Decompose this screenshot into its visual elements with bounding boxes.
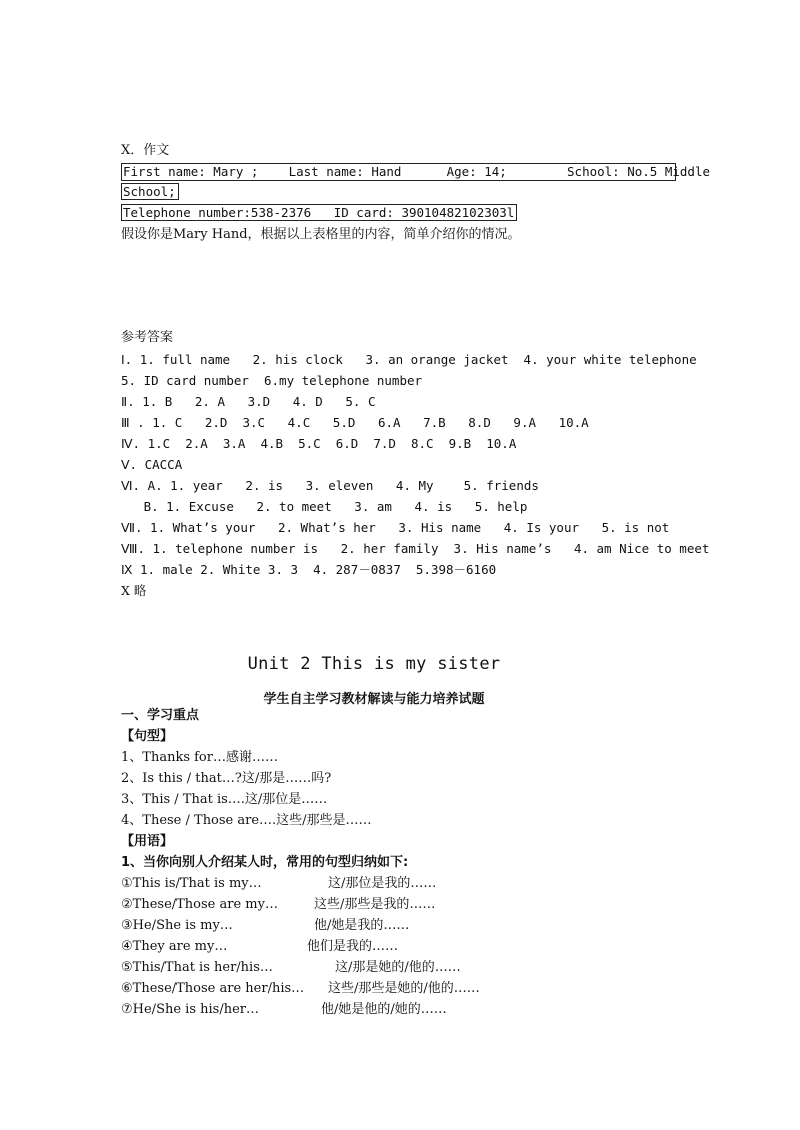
answer-line: Ⅷ. 1. telephone number is 2. her family 3. His name’s 4. am Nice to meet (121, 541, 710, 556)
essay-table-cell: Telephone number:538-2376 ID card: 39010482102303l (121, 204, 517, 221)
essay-table-row-1 (121, 163, 710, 181)
usage-item (121, 981, 480, 997)
answer-line: Ⅳ. 1.C 2.A 3.A 4.B 5.C 6.D 7.D 8.C 9.B 10.A (121, 436, 517, 451)
section-heading: 一、学习重点 (121, 708, 200, 723)
usage-item (121, 1002, 447, 1018)
usage-en: ②These/Those are my… (121, 897, 278, 912)
answer-line: Ⅲ . 1. C 2.D 3.C 4.C 5.D 6.A 7.B 8.D 9.A 10.A (121, 415, 589, 430)
essay-table-row-3 (121, 205, 517, 221)
essay-heading: Ⅹ．作文 (121, 143, 170, 158)
sentence-pattern-heading: 【句型】 (121, 729, 174, 744)
usage-en: ③He/She is my… (121, 918, 233, 933)
essay-prompt: 假设你是Mary Hand，根据以上表格里的内容，简单介绍你的情况。 (121, 227, 521, 242)
unit-subtitle: 学生自主学习教材解读与能力培养试题 (263, 692, 485, 707)
essay-table-row-2 (121, 184, 179, 200)
usage-zh: 这些/那些是我的…… (314, 897, 436, 912)
usage-heading: 【用语】 (121, 834, 174, 849)
answer-line: Ⅹ 略 (121, 583, 147, 598)
usage-en: ①This is/That is my… (121, 876, 262, 891)
usage-item (121, 960, 461, 976)
usage-en: ⑦He/She is his/her… (121, 1002, 259, 1017)
answer-line: B. 1. Excuse 2. to meet 3. am 4. is 5. help (121, 499, 528, 514)
sentence-pattern: 1、Thanks for…感谢…… (121, 750, 278, 765)
usage-item (121, 897, 436, 913)
sentence-pattern: 2、Is this / that…?这/那是……吗? (121, 771, 332, 786)
answer-line: Ⅴ. CACCA (121, 457, 183, 472)
usage-title: 1、当你向别人介绍某人时，常用的句型归纳如下: (121, 855, 409, 870)
answer-line: Ⅶ. 1. What’s your 2. What’s her 3. His name 4. Is your 5. is not (121, 520, 670, 535)
usage-zh: 这/那位是我的…… (328, 876, 437, 891)
usage-zh: 他们是我的…… (307, 939, 399, 954)
sentence-pattern: 4、These / Those are….这些/那些是…… (121, 813, 372, 828)
usage-zh: 他/她是他的/她的…… (321, 1002, 447, 1017)
usage-item (121, 876, 437, 892)
usage-zh: 这些/那些是她的/他的…… (328, 981, 480, 996)
usage-en: ⑥These/Those are her/his… (121, 981, 305, 996)
essay-table-cell: School; (121, 183, 179, 200)
usage-en: ④They are my… (121, 939, 228, 954)
usage-item (121, 939, 399, 955)
usage-zh: 他/她是我的…… (314, 918, 410, 933)
answer-line: Ⅰ. 1. full name 2. his clock 3. an orange jacket 4. your white telephone (121, 352, 697, 367)
unit-title: Unit 2 This is my sister (247, 654, 501, 674)
usage-item (121, 918, 410, 934)
answer-line: Ⅱ. 1. B 2. A 3.D 4. D 5. C (121, 394, 376, 409)
sentence-pattern: 3、This / That is….这/那位是…… (121, 792, 328, 807)
usage-en: ⑤This/That is her/his… (121, 960, 273, 975)
essay-table-cell: First name: Mary ; Last name: Hand Age: 14; School: No.5 Middle (123, 164, 710, 179)
usage-zh: 这/那是她的/他的…… (335, 960, 461, 975)
answer-line: Ⅸ 1. male 2. White 3. 3 4. 287－0837 5.398－6160 (121, 562, 497, 577)
answers-heading: 参考答案 (121, 330, 174, 345)
answer-line: 5. ID card number 6.my telephone number (121, 373, 423, 388)
answer-line: Ⅵ. A. 1. year 2. is 3. eleven 4. My 5. friends (121, 478, 539, 493)
